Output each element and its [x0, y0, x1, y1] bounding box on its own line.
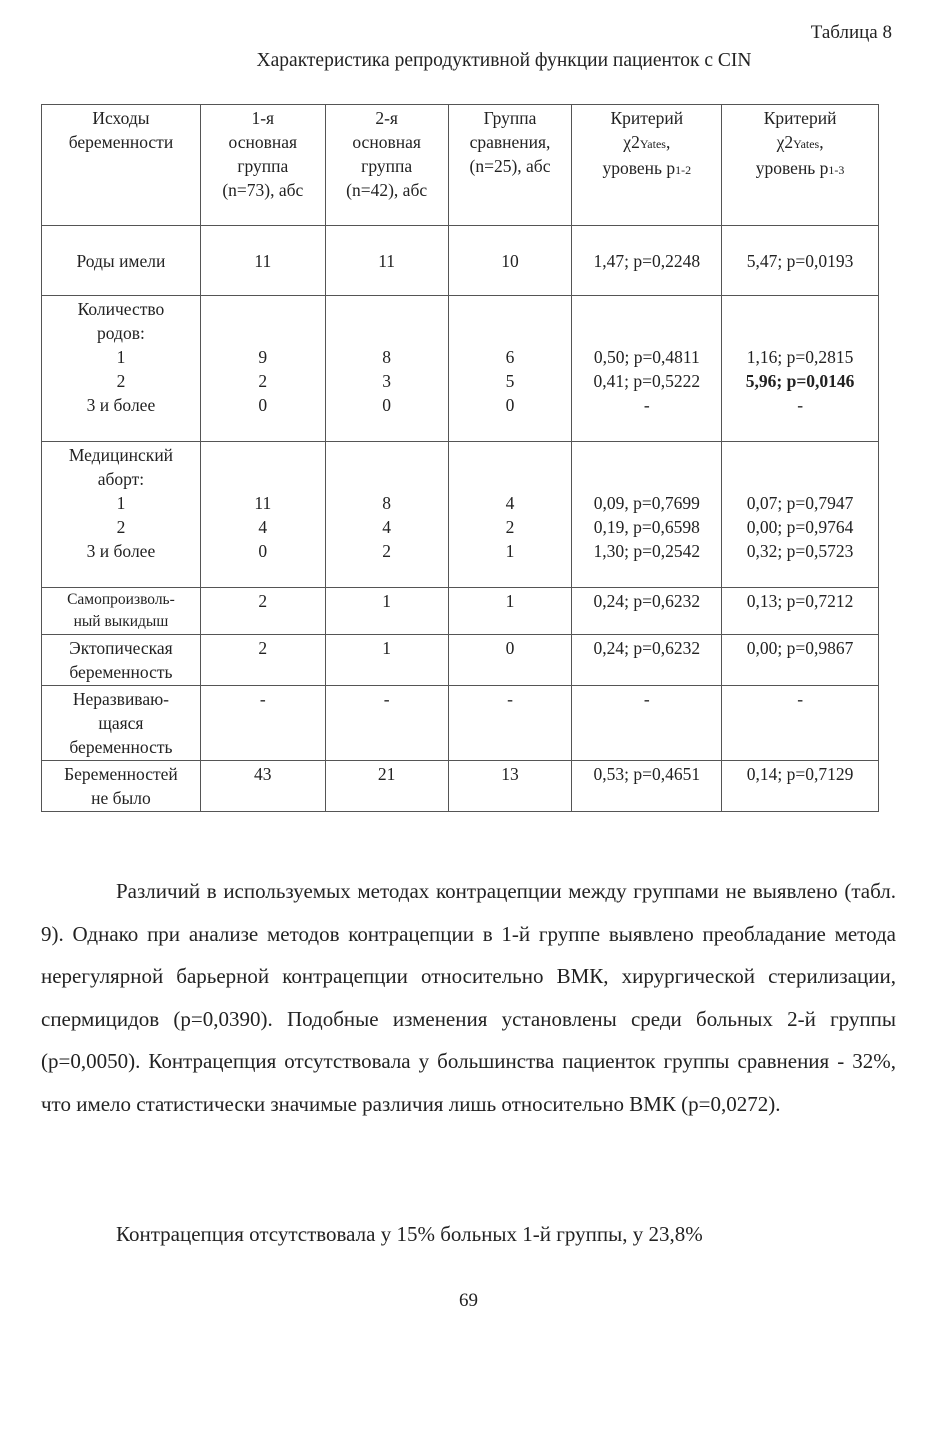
cell-p12: 0,24; p=0,6232 — [572, 635, 722, 686]
table-row — [42, 635, 879, 686]
cell-g3: 1 — [448, 588, 572, 635]
table-header-row — [42, 105, 879, 226]
cell-g2: 11 — [325, 226, 448, 296]
row-label: Беременностей не было — [42, 761, 201, 812]
cell-p12: 0,24; p=0,6232 — [572, 588, 722, 635]
header-criterion-p13: Критерий χ2Yates, уровень p1-3 — [722, 105, 879, 226]
reproductive-function-table — [41, 104, 879, 812]
cell-g2: - — [325, 686, 448, 761]
row-label: Самопроизволь- ный выкидыш — [42, 588, 201, 635]
cell-p12: 0,53; p=0,4651 — [572, 761, 722, 812]
cell-p12: 1,47; p=0,2248 — [572, 226, 722, 296]
cell-p13: 0,13; p=0,7212 — [722, 588, 879, 635]
cell-g2: 8 4 2 — [325, 442, 448, 588]
cell-g2: 1 — [325, 588, 448, 635]
cell-g1: 2 — [200, 635, 325, 686]
cell-g2: 8 3 0 — [325, 296, 448, 442]
header-group-2: 2-я основная группа (n=42), абс — [325, 105, 448, 226]
body-paragraph: Различий в используемых методах контрацепции между группами не выявлено (табл. 9). Однако при анализе методов контрацепции в 1-й группе выявлено преобладание метода нерегулярной барьерной контрацепции относительно ВМК, хирургической стерилизации, спермицидов (p=0,0390). Подобные изменения установлены среди больных 2-й группы (p=0,0050). Контрацепция отсутствовала у большинства пациенток группы сравнения - 32%, что имело статистически значимые различия лишь относительно ВМК (p=0,0272). — [41, 879, 896, 1116]
cell-g3: 13 — [448, 761, 572, 812]
cell-p12: 0,09, p=0,7699 0,19, p=0,6598 1,30; p=0,2542 — [572, 442, 722, 588]
cell-g3: 10 — [448, 226, 572, 296]
row-label: Эктопическая беременность — [42, 635, 201, 686]
cell-p13: 1,16; p=0,2815 5,96; p=0,0146 - — [722, 296, 879, 442]
cell-g3: 6 5 0 — [448, 296, 572, 442]
header-comparison-group: Группа сравнения, (n=25), абс — [448, 105, 572, 226]
row-label: Количество родов: 1 2 3 и более — [42, 296, 201, 442]
table-number: Таблица 8 — [810, 22, 892, 43]
page-number: 69 — [459, 1290, 478, 1311]
cell-g3: - — [448, 686, 572, 761]
cell-p12: - — [572, 686, 722, 761]
table-title: Характеристика репродуктивной функции пациенток с CIN — [256, 50, 752, 71]
cell-p12: 0,50; p=0,4811 0,41; p=0,5222 - — [572, 296, 722, 442]
table-row — [42, 588, 879, 635]
cell-g1: 2 — [200, 588, 325, 635]
cell-g1: 11 4 0 — [200, 442, 325, 588]
cell-g1: 9 2 0 — [200, 296, 325, 442]
table-row — [42, 226, 879, 296]
cell-g2: 1 — [325, 635, 448, 686]
table-row — [42, 686, 879, 761]
cell-p13: 5,47; p=0,0193 — [722, 226, 879, 296]
row-label: Неразвиваю- щаяся беременность — [42, 686, 201, 761]
cell-p13: 0,00; p=0,9867 — [722, 635, 879, 686]
header-outcomes: Исходы беременности — [42, 105, 201, 226]
header-group-1: 1-я основная группа (n=73), абс — [200, 105, 325, 226]
cell-p13: - — [722, 686, 879, 761]
row-label: Медицинский аборт: 1 2 3 и более — [42, 442, 201, 588]
cell-g1: 43 — [200, 761, 325, 812]
table-row — [42, 761, 879, 812]
body-paragraph-continued: Контрацепция отсутствовала у 15% больных 1-й группы, у 23,8% — [116, 1222, 703, 1246]
cell-g2: 21 — [325, 761, 448, 812]
cell-p13: 0,14; p=0,7129 — [722, 761, 879, 812]
cell-g1: - — [200, 686, 325, 761]
table-row — [42, 442, 879, 588]
cell-g1: 11 — [200, 226, 325, 296]
cell-g3: 0 — [448, 635, 572, 686]
cell-p13: 0,07; p=0,7947 0,00; p=0,9764 0,32; p=0,5723 — [722, 442, 879, 588]
table-row — [42, 296, 879, 442]
cell-g3: 4 2 1 — [448, 442, 572, 588]
header-criterion-p12: Критерий χ2Yates, уровень p1-2 — [572, 105, 722, 226]
row-label: Роды имели — [42, 226, 201, 296]
